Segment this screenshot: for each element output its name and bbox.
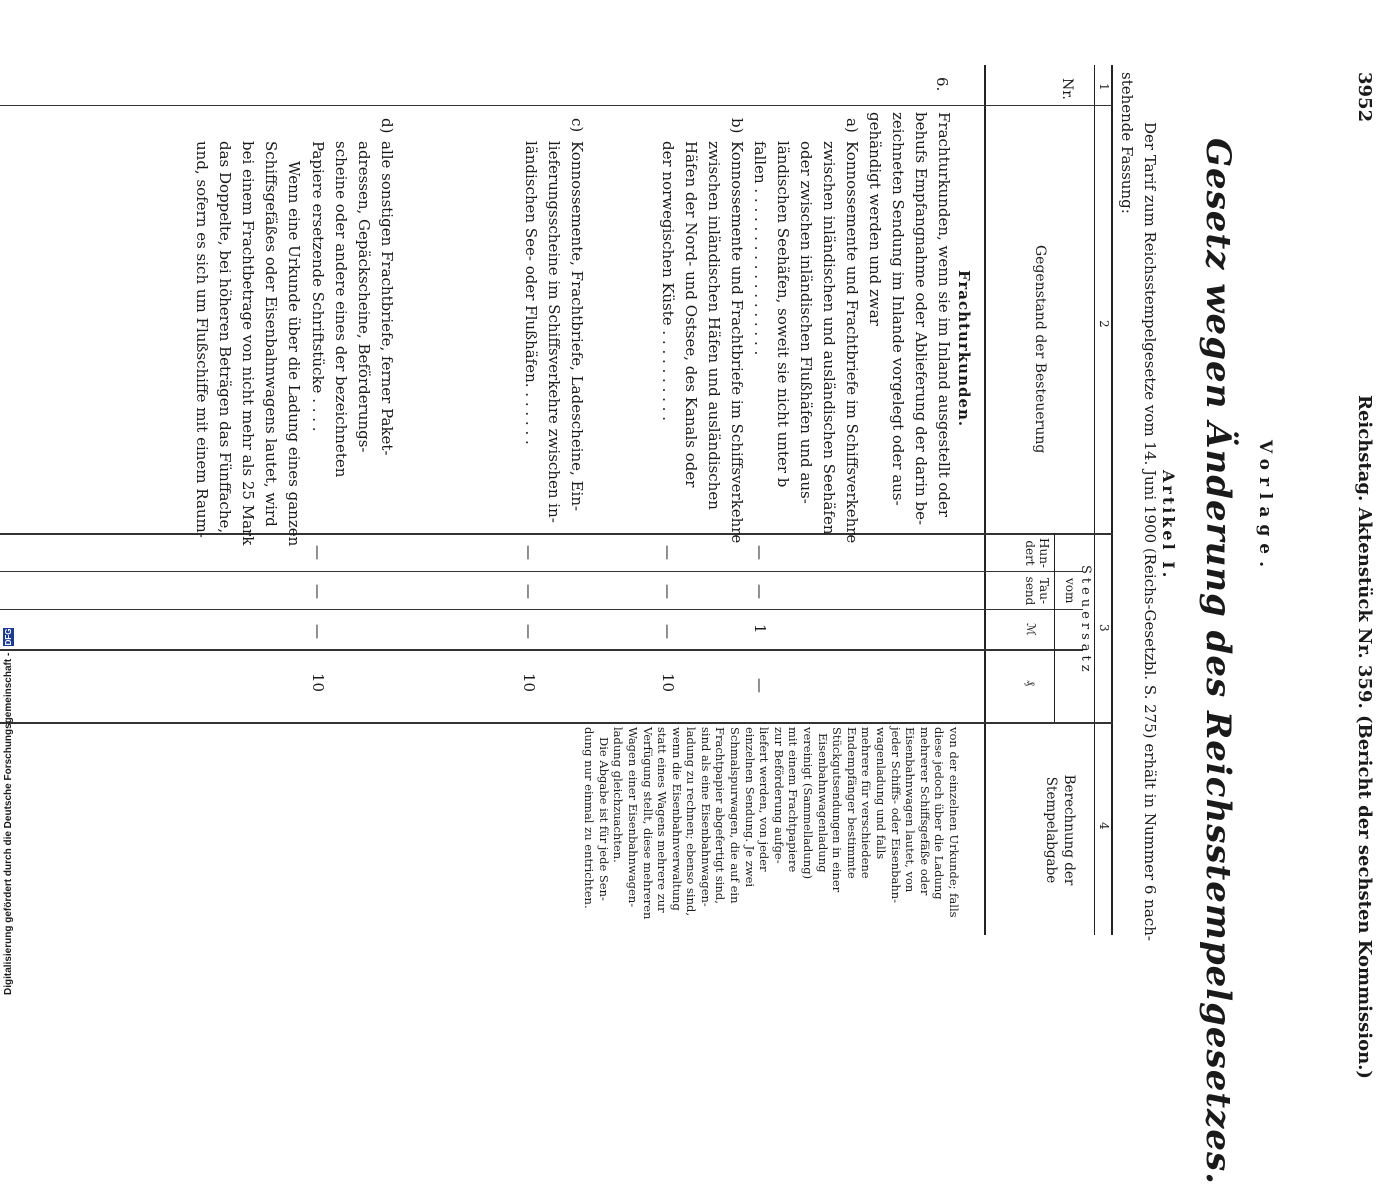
intro-line: Der Tarif zum Reichsstempelgesetze vom 14. Juni 1900 (Reichs-Gesetzbl. S. 275) erhält in Nummer 6 nach- bbox=[1141, 122, 1159, 941]
item-c-hundred: — bbox=[520, 545, 538, 560]
text-line: von der einzelnen Urkunde; falls bbox=[947, 727, 961, 918]
text-line: zur Beförderung aufge- bbox=[771, 727, 786, 864]
text-line: wenn die Eisenbahnverwaltung bbox=[669, 727, 684, 911]
header-mark: ℳ bbox=[1024, 623, 1038, 636]
item-b-thousand: — bbox=[659, 584, 677, 599]
text-line: Eisenbahnwagen lautet, von bbox=[903, 727, 918, 893]
text-line: Die Abgabe ist für jede Sen- bbox=[596, 737, 611, 901]
text-line: oder zwischen inländischen Flußhäfen und aus- bbox=[797, 141, 815, 504]
item-c-mark: — bbox=[520, 624, 538, 639]
item-b-pfennig: 10 bbox=[659, 673, 677, 693]
item-a-hundred: — bbox=[751, 545, 769, 560]
text-line: ladung zu rechnen; ebenso sind, bbox=[684, 727, 699, 917]
item-c-pfennig: 10 bbox=[520, 673, 538, 693]
text-line: ladung gleichzuachten. bbox=[611, 727, 626, 863]
header-pfennig: ₰ bbox=[1024, 680, 1038, 686]
item-a-pfennig: — bbox=[751, 678, 769, 693]
text-line: Stückgutsendungen in einer bbox=[830, 727, 845, 893]
column-rule bbox=[0, 533, 1113, 535]
intro-text bbox=[1115, 72, 1161, 942]
text-line: jeder Schiffs- oder Eisenbahn- bbox=[888, 727, 903, 904]
text-line: zwischen inländischen und ausländischen Seehäfen bbox=[820, 141, 838, 535]
text-line: Frachturkunden, wenn sie im Inland ausgestellt oder bbox=[935, 112, 953, 518]
text-line: vereinigt (Sammelladung) bbox=[801, 727, 816, 880]
header-tax-rate: Steuersatz bbox=[1078, 565, 1093, 676]
item-a-mark: 1 bbox=[751, 624, 769, 634]
item-letter-d: d) bbox=[378, 118, 396, 134]
text-line: dung nur einmal zu entrichten. bbox=[582, 727, 597, 909]
item-a-text bbox=[748, 141, 863, 544]
section-title: Frachturkunden. bbox=[955, 270, 973, 428]
row-intro bbox=[863, 112, 955, 527]
column-number: 1 bbox=[1097, 83, 1111, 91]
header-thousand: Tau- send bbox=[1023, 576, 1051, 606]
text-line: Konnossemente und Frachtbriefe im Schiffsverkehre bbox=[843, 141, 861, 544]
column-number: 2 bbox=[1097, 320, 1111, 328]
item-letter-c: c) bbox=[568, 118, 586, 133]
page-number: 3952 bbox=[1354, 72, 1375, 123]
document-title: Gesetz wegen Änderung des Reichsstempelgesetzes. bbox=[1198, 138, 1238, 1185]
item-b-mark: — bbox=[659, 624, 677, 639]
text-line: mit einem Frachtpapiere bbox=[786, 727, 801, 873]
text-line: diese jedoch über die Ladung bbox=[932, 727, 947, 900]
item-letter-a: a) bbox=[843, 118, 861, 133]
column-rule bbox=[0, 649, 1083, 651]
credit-text: Digitalisierung gefördert durch die Deutsche Forschungsgemeinschaft - bbox=[3, 652, 15, 995]
text-line: Eisenbahnwagenladung bbox=[815, 733, 830, 873]
text-line: liefert werden, von jeder bbox=[757, 727, 772, 872]
text-line: ländischen Seehäfen, soweit sie nicht unter b bbox=[774, 141, 792, 488]
header-bottom-rule bbox=[984, 65, 986, 935]
text-line: zwischen inländischen Häfen und ausländischen bbox=[705, 141, 723, 510]
text-line: mehrerer Schiffsgefäße oder bbox=[917, 727, 932, 896]
item-c-thousand: — bbox=[520, 584, 538, 599]
article-heading: Artikel I. bbox=[1159, 470, 1178, 581]
text-line: das Doppelte, bei höheren Beträgen das Fünffache, bbox=[216, 141, 234, 534]
text-line: sind als eine Eisenbahnwagen- bbox=[698, 727, 713, 907]
text-line: scheine oder andere eines der bezeichneten bbox=[332, 141, 350, 478]
column-rule bbox=[0, 105, 1113, 106]
column-number: 4 bbox=[1097, 822, 1111, 830]
text-line: Konnossemente, Frachtbriefe, Ladescheine, Ein- bbox=[568, 141, 586, 512]
header-calculation: Berechnung der Stempelabgabe bbox=[1043, 774, 1077, 886]
text-line: Papiere ersetzende Schriftstücke . . . . bbox=[309, 141, 327, 432]
text-line: Endempfänger bestimmte bbox=[844, 727, 859, 879]
item-d-hundred: — bbox=[309, 545, 327, 560]
item-letter-b: b) bbox=[728, 118, 746, 134]
item-a-thousand: — bbox=[751, 584, 769, 599]
text-line: statt eines Wagens mehrere zur bbox=[655, 727, 670, 913]
column-number: 3 bbox=[1097, 624, 1111, 632]
text-line: Häfen der Nord- und Ostsee, des Kanals oder bbox=[682, 141, 700, 488]
text-line: ländischen See- oder Flußhäfen. . . . . . . bbox=[522, 141, 540, 445]
text-line: Frachtpapier abgefertigt sind, bbox=[713, 727, 728, 904]
dfg-logo-icon: DFG bbox=[4, 628, 13, 646]
text-line: mehrere für verschiedene bbox=[859, 727, 874, 879]
digitization-credit bbox=[3, 628, 14, 995]
text-line: Wenn eine Urkunde über die Ladung eines ganzen bbox=[285, 161, 303, 547]
tax-subheader-rule bbox=[1054, 533, 1055, 722]
row-number: 6. bbox=[933, 77, 951, 92]
header-subject: Gegenstand der Besteuerung bbox=[1032, 245, 1048, 454]
item-d-mark: — bbox=[309, 624, 327, 639]
header-hundred: Hun- dert bbox=[1023, 538, 1051, 568]
column-rule bbox=[0, 571, 1083, 572]
running-title: Reichstag. Aktenstück Nr. 359. (Bericht der sechsten Kommission.) bbox=[1354, 395, 1375, 1079]
item-d-text bbox=[306, 141, 398, 526]
text-line: Verfügung stellt, diese mehreren bbox=[640, 727, 655, 920]
column-rule bbox=[0, 722, 1113, 724]
text-line: wagenladung und falls bbox=[874, 727, 889, 860]
header-tax-rate-sub: vom bbox=[1063, 578, 1077, 604]
text-line: alle sonstigen Frachtbriefe, ferner Paket- bbox=[378, 141, 396, 456]
text-line: Wagen einer Eisenbahnwagen- bbox=[625, 727, 640, 908]
text-line: Schmalspurwagen, die auf ein bbox=[728, 727, 743, 904]
text-line: und, sofern es sich um Flußschiffe mit einem Raum- bbox=[193, 141, 211, 538]
text-line: adressen, Gepäckscheine, Beförderungs- bbox=[355, 141, 373, 453]
item-d-thousand: — bbox=[309, 584, 327, 599]
item-d-pfennig: 10 bbox=[309, 673, 327, 693]
text-line: zeichneten Sendung im Inlande vorgelegt oder aus- bbox=[889, 112, 907, 506]
intro-line: stehende Fassung: bbox=[1118, 72, 1136, 214]
text-line: bei einem Frachtbetrage von nicht mehr als 25 Mark bbox=[239, 141, 257, 546]
item-c-text bbox=[519, 141, 588, 526]
header-nr: Nr. bbox=[1059, 78, 1075, 100]
item-b-text bbox=[656, 141, 748, 544]
text-line: fallen . . . . . . . . . . . . . . . . . . bbox=[751, 141, 769, 356]
text-line: Schiffsgefäßes oder Eisenbahnwagens lautet, wird bbox=[262, 141, 280, 527]
text-line: einzelnen Sendung. Je zwei bbox=[742, 727, 757, 888]
document-label: Vorlage. bbox=[1255, 440, 1275, 575]
column-rule bbox=[0, 609, 1083, 610]
item-b-hundred: — bbox=[659, 545, 677, 560]
text-line: gehändigt werden und zwar bbox=[866, 112, 884, 326]
text-line: der norwegischen Küste . . . . . . . . . . bbox=[659, 141, 677, 421]
column-number-rule bbox=[1094, 65, 1095, 935]
text-line: behufs Empfangnahme oder Ablieferung der darin be- bbox=[912, 112, 930, 526]
calculation-text bbox=[582, 727, 961, 920]
text-line: Konnossemente und Frachtbriefe im Schiffsverkehre bbox=[728, 141, 746, 544]
table-top-rule bbox=[1111, 65, 1113, 935]
note-text bbox=[190, 141, 305, 547]
text-line: lieferungsscheine im Schiffsverkehre zwischen in- bbox=[545, 141, 563, 523]
